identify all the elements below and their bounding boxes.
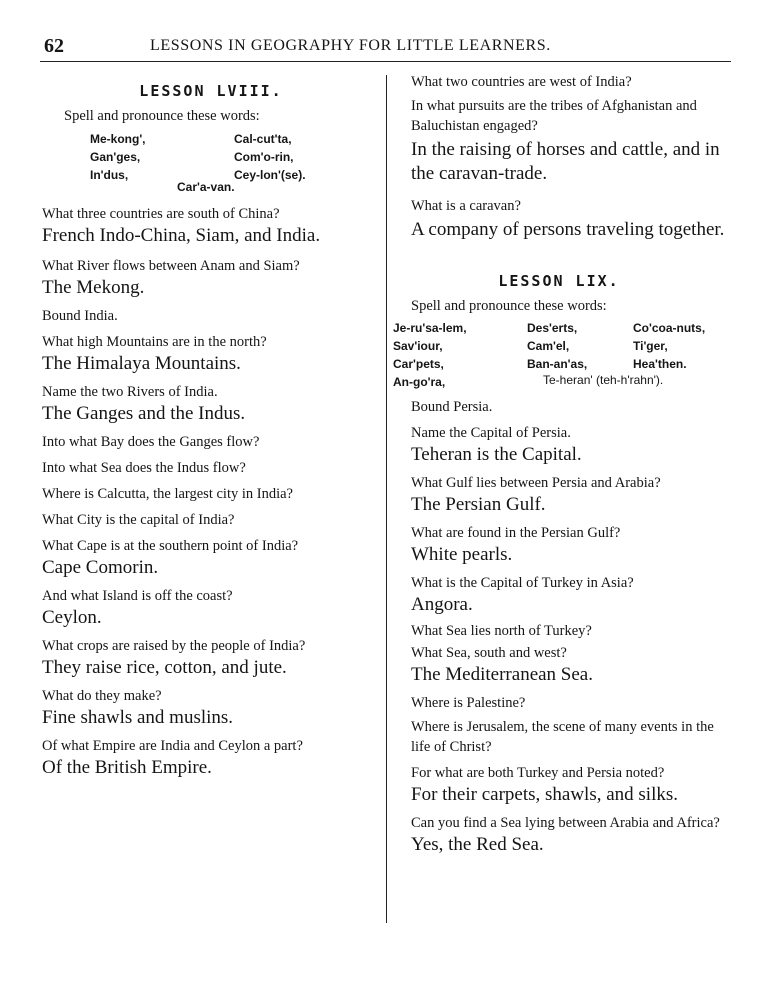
- lesson-58-title: LESSON LVIII.: [139, 82, 283, 100]
- question: Of what Empire are India and Ceylon a part?: [42, 738, 303, 754]
- answer: A company of persons traveling together.: [411, 219, 725, 240]
- question: Can you find a Sea lying between Arabia and Africa?: [411, 815, 720, 831]
- question: What City is the capital of India?: [42, 512, 235, 528]
- vocab-word: Je-ru'sa-lem,: [393, 321, 467, 335]
- vocab-word: Cal-cut'ta,: [234, 132, 292, 146]
- page-header: [40, 28, 731, 58]
- question: What crops are raised by the people of India?: [42, 638, 306, 654]
- answer: The Persian Gulf.: [411, 494, 546, 515]
- question: What two countries are west of India?: [411, 74, 632, 90]
- question: What Sea lies north of Turkey?: [411, 623, 592, 639]
- vocab-word: In'dus,: [90, 168, 129, 182]
- question: Bound India.: [42, 308, 118, 324]
- vocab-word: Sav'iour,: [393, 339, 443, 353]
- answer: Fine shawls and muslins.: [42, 707, 234, 728]
- answer: Cape Comorin.: [42, 557, 159, 578]
- question: What is the Capital of Turkey in Asia?: [411, 575, 634, 591]
- question: What high Mountains are in the north?: [42, 334, 267, 350]
- answer: They raise rice, cotton, and jute.: [42, 657, 287, 678]
- vocab-word: Co'coa-nuts,: [633, 321, 706, 335]
- answer: The Himalaya Mountains.: [42, 353, 241, 374]
- answer: Teheran is the Capital.: [411, 444, 582, 465]
- vocab-word: Gan'ges,: [90, 150, 141, 164]
- answer: In the raising of horses and cattle, and in the caravan-trade.: [411, 139, 720, 184]
- vocab-word: Ban-an'as,: [527, 357, 588, 371]
- answer: The Mediterranean Sea.: [411, 664, 593, 685]
- page-number: 62: [44, 35, 64, 57]
- lesson-58-word-list: [42, 128, 380, 194]
- running-title: LESSONS IN GEOGRAPHY FOR LITTLE LEARNERS.: [150, 37, 551, 54]
- lesson-58-spell-prompt: Spell and pronounce these words:: [64, 108, 260, 124]
- question: What do they make?: [42, 688, 162, 704]
- question: Into what Bay does the Ganges flow?: [42, 434, 260, 450]
- answer: Of the British Empire.: [42, 757, 212, 778]
- question: What are found in the Persian Gulf?: [411, 525, 621, 541]
- question: For what are both Turkey and Persia noted?: [411, 765, 665, 781]
- question: Where is Jerusalem, the scene of many events in the life of Christ?: [411, 719, 714, 755]
- answer: The Mekong.: [42, 277, 145, 298]
- lesson-59-word-list: [391, 319, 727, 391]
- question: Bound Persia.: [411, 399, 493, 415]
- right-column: [391, 72, 727, 857]
- question: In what pursuits are the tribes of Afghanistan and Baluchistan engaged?: [411, 98, 697, 134]
- lesson-59-spell-prompt: Spell and pronounce these words:: [411, 298, 607, 314]
- vocab-word: Ti'ger,: [633, 339, 668, 353]
- vocab-word: Hea'then.: [633, 357, 687, 371]
- vocab-word: An-go'ra,: [393, 375, 446, 389]
- question: What Cape is at the southern point of India?: [42, 538, 299, 554]
- vocab-word: Com'o-rin,: [234, 150, 294, 164]
- answer: Yes, the Red Sea.: [411, 834, 544, 855]
- left-column: [42, 72, 380, 780]
- lesson-59-title: LESSON LIX.: [498, 272, 620, 290]
- question: Into what Sea does the Indus flow?: [42, 460, 246, 476]
- question: What three countries are south of China?: [42, 206, 280, 222]
- vocab-word: Car'pets,: [393, 357, 444, 371]
- vocab-word: Des'erts,: [527, 321, 578, 335]
- question: Where is Calcutta, the largest city in India?: [42, 486, 293, 502]
- question: Name the two Rivers of India.: [42, 384, 218, 400]
- vocab-word: Te-heran' (teh-h'rahn').: [543, 373, 664, 387]
- vocab-word: Car'a-van.: [177, 180, 235, 194]
- vocab-word: Cey-lon'(se).: [234, 168, 306, 182]
- question: What is a caravan?: [411, 198, 521, 214]
- answer: For their carpets, shawls, and silks.: [411, 784, 679, 805]
- question: What River flows between Anam and Siam?: [42, 258, 300, 274]
- question: Where is Palestine?: [411, 695, 526, 711]
- question: What Gulf lies between Persia and Arabia?: [411, 475, 661, 491]
- question: What Sea, south and west?: [411, 645, 567, 661]
- answer: The Ganges and the Indus.: [42, 403, 246, 424]
- vocab-word: Cam'el,: [527, 339, 570, 353]
- header-rule: [40, 61, 731, 62]
- question: And what Island is off the coast?: [42, 588, 233, 604]
- answer: Ceylon.: [42, 607, 102, 628]
- question: Name the Capital of Persia.: [411, 425, 571, 441]
- answer: French Indo-China, Siam, and India.: [42, 225, 321, 246]
- answer: White pearls.: [411, 544, 513, 565]
- vocab-word: Me-kong',: [90, 132, 146, 146]
- answer: Angora.: [411, 594, 473, 615]
- column-divider: [386, 75, 387, 923]
